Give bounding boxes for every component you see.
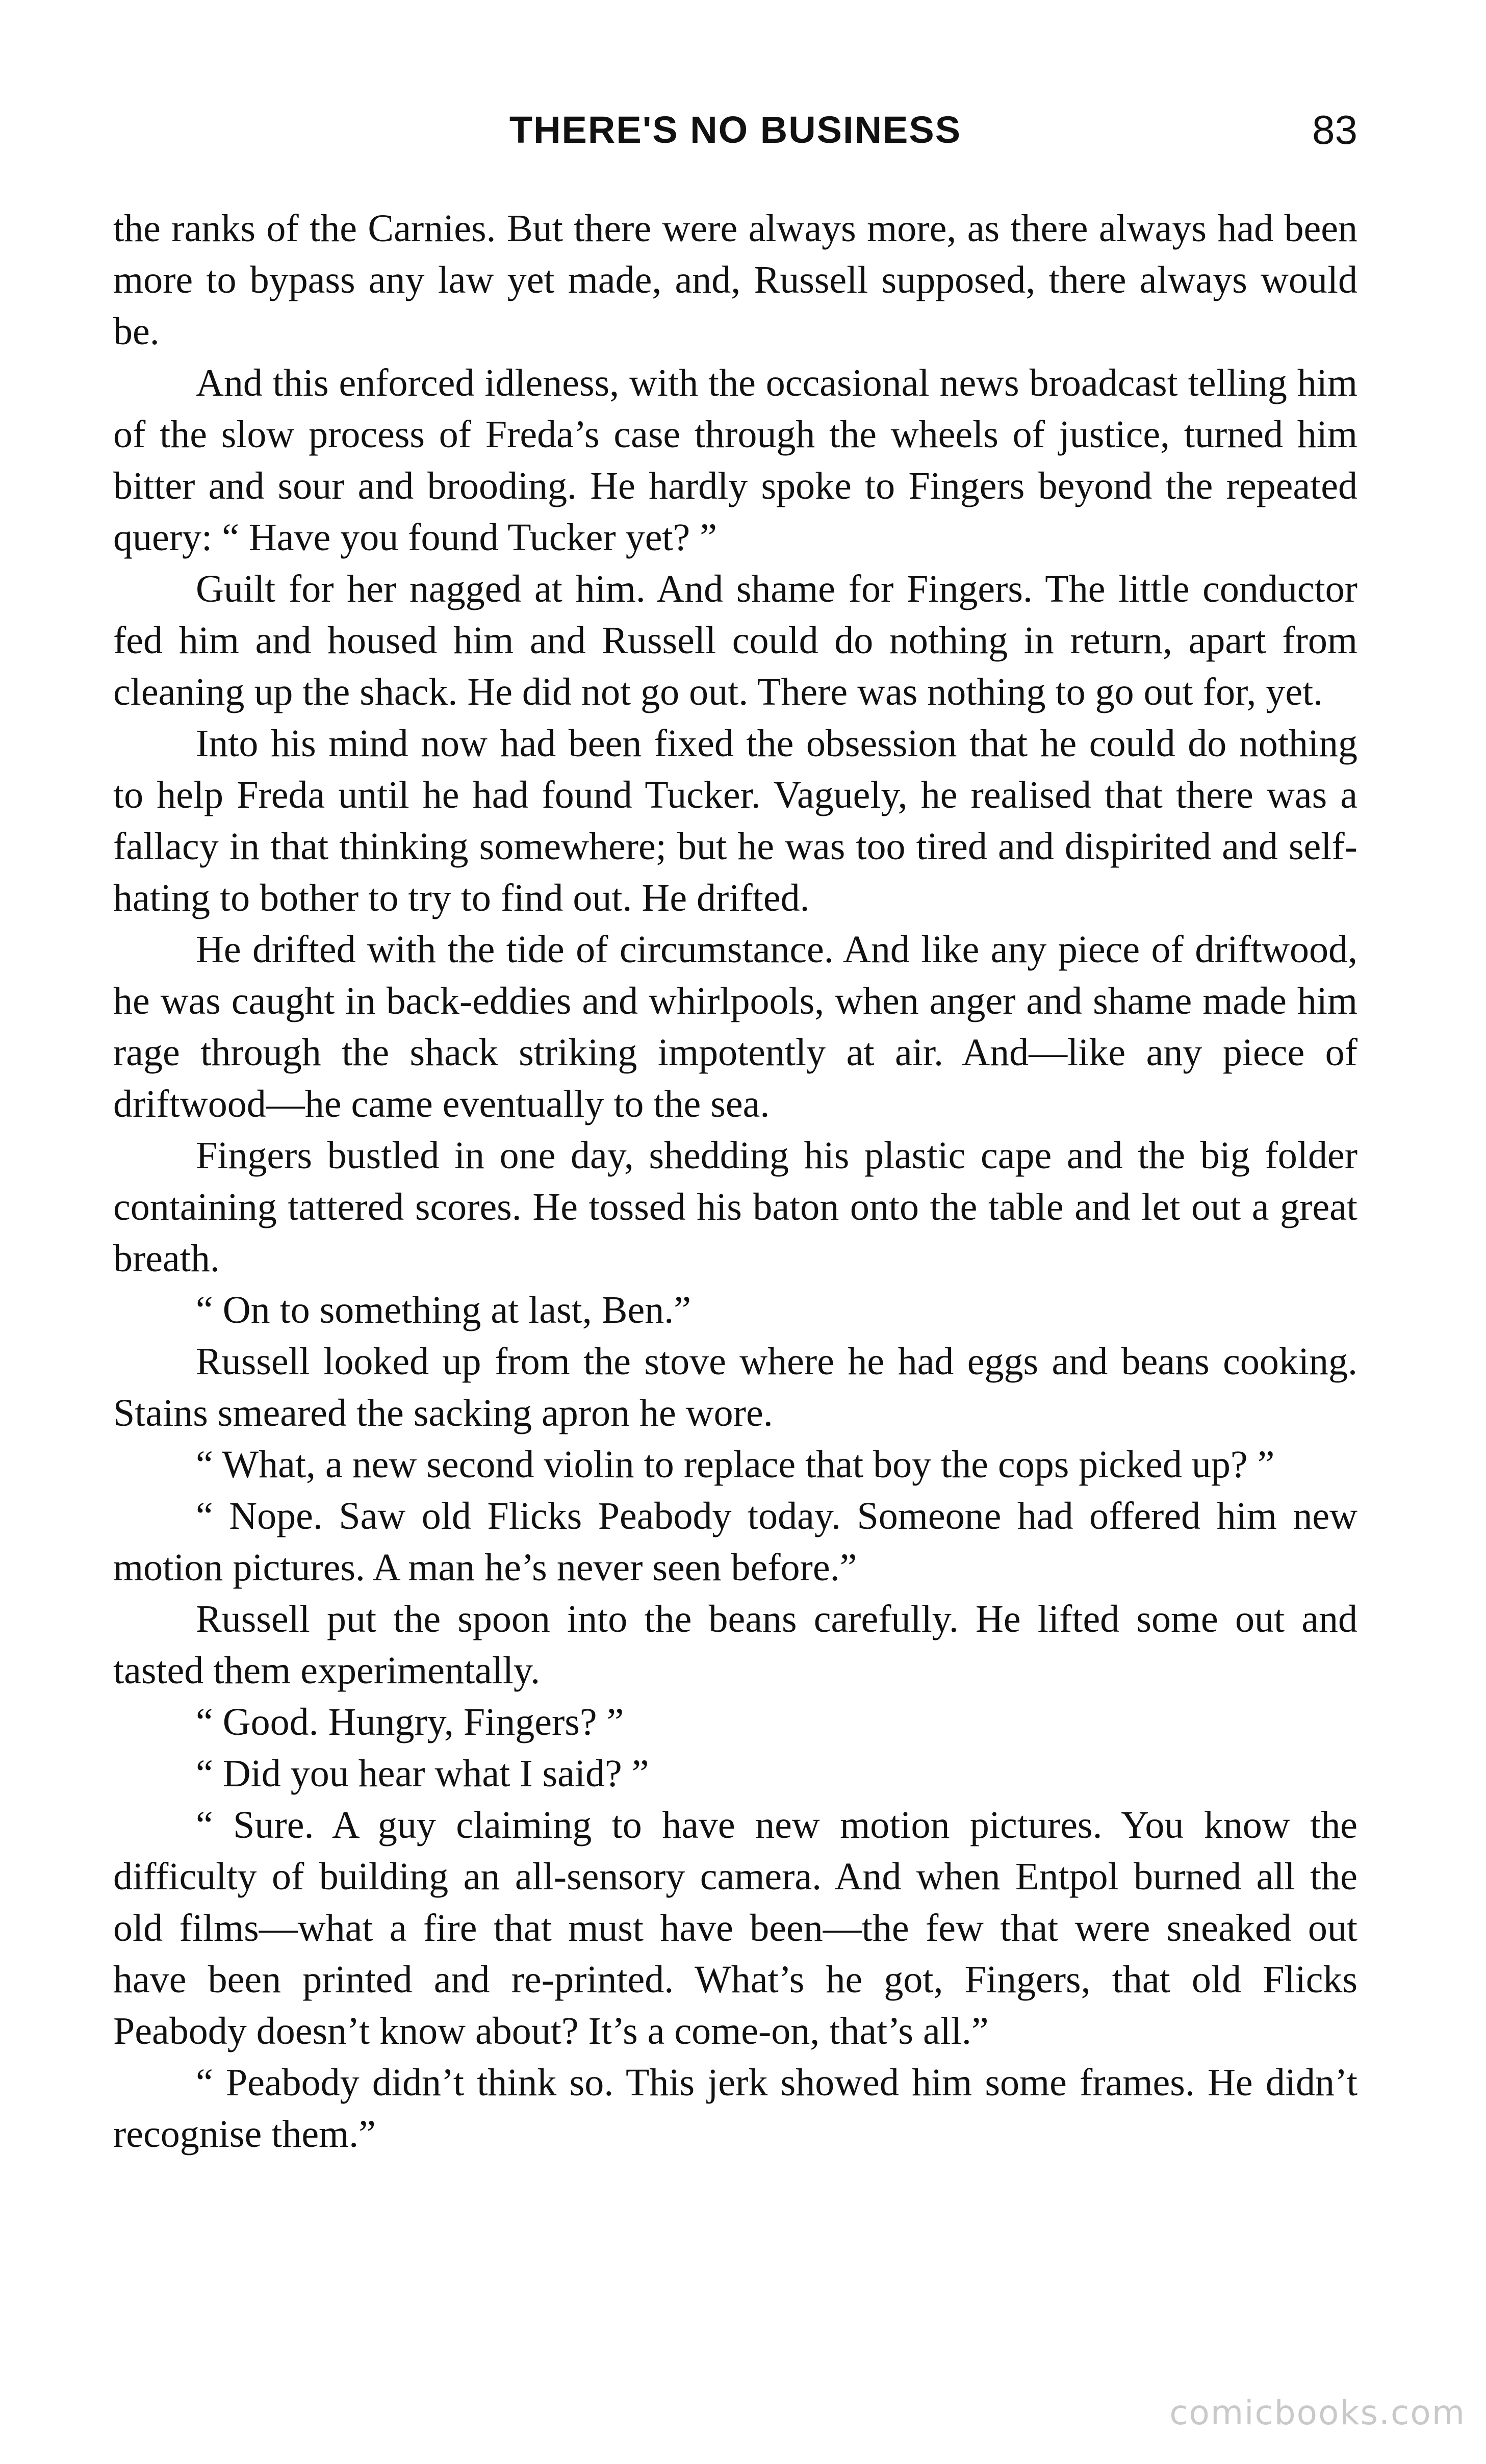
paragraph: And this enforced idleness, with the occasional news broadcast telling him of the slow process of Freda’s case through the wheels of justice, turned him bitter and sour and brooding. He hardly spoke to Fingers beyond the repeated query: “ Have you found Tucker yet? ” [113, 362, 1357, 559]
paragraph: “ Sure. A guy claiming to have new motion pictures. You know the difficulty of building an all-sensory camera. And when Entpol burned all the old films—what a fire that must have been—the few that were sneaked out have been printed and re-printed. What’s he got, Fingers, that old Flicks Peabody doesn’t know about? It’s a come-on, that’s all.” [113, 1804, 1357, 2052]
watermark: comicbooks.com [1169, 2393, 1466, 2432]
paragraph: “ Peabody didn’t think so. This jerk showed him some frames. He didn’t recognise them.” [113, 2061, 1357, 2155]
body-text [113, 203, 1357, 2160]
page-number: 83 [1312, 107, 1357, 152]
paragraph: Russell put the spoon into the beans carefully. He lifted some out and tasted them experimentally. [113, 1598, 1357, 1692]
paragraph: Into his mind now had been fixed the obsession that he could do nothing to help Freda until he had found Tucker. Vaguely, he realised that there was a fallacy in that thinking somewhere; but he was too tired and dispirited and self-hating to bother to try to find out. He drifted. [113, 722, 1357, 919]
paragraph: Russell looked up from the stove where he had eggs and beans cooking. Stains smeared the sacking apron he wore. [113, 1340, 1357, 1434]
paragraph: “ Nope. Saw old Flicks Peabody today. Someone had offered him new motion pictures. A man he’s never seen before.” [113, 1495, 1357, 1589]
running-title: THERE'S NO BUSINESS [509, 109, 962, 151]
paragraph: “ Good. Hungry, Fingers? ” [196, 1701, 624, 1743]
paragraph: Guilt for her nagged at him. And shame for Fingers. The little conductor fed him and housed him and Russell could do nothing in return, apart from cleaning up the shack. He did not go out. There was nothing to go out for, yet. [113, 568, 1357, 713]
paragraph: He drifted with the tide of circumstance. And like any piece of driftwood, he was caught in back-eddies and whirlpools, when anger and shame made him rage through the shack striking impotently at air. And—like any piece of driftwood—he came eventually to the sea. [113, 928, 1357, 1125]
running-head [113, 102, 1357, 158]
paragraph: “ What, a new second violin to replace that boy the cops picked up? ” [196, 1443, 1275, 1486]
paragraph: “ Did you hear what I said? ” [196, 1752, 649, 1795]
paragraph: Fingers bustled in one day, shedding his plastic cape and the big folder containing tattered scores. He tossed his baton onto the table and let out a great breath. [113, 1134, 1357, 1280]
paragraph: “ On to something at last, Ben.” [196, 1289, 691, 1331]
paragraph: the ranks of the Carnies. But there were always more, as there always had been more to bypass any law yet made, and, Russell supposed, there always would be. [113, 207, 1357, 353]
